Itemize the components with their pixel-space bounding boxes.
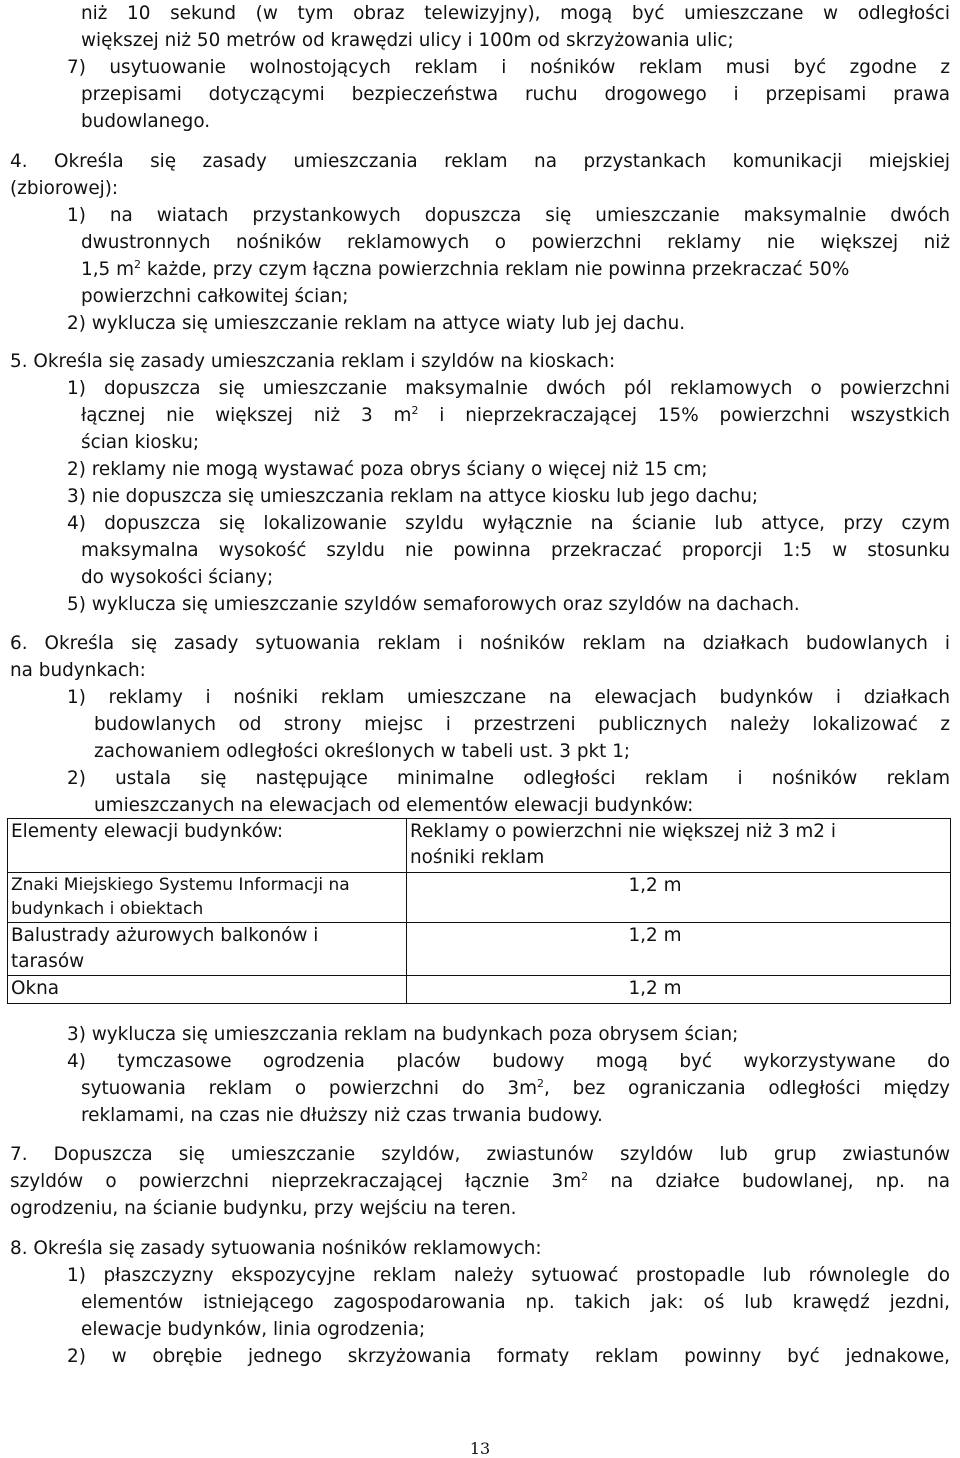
list-item-2: 2) ustala się następujące minimalne odległości reklam i nośników reklam: [67, 768, 950, 789]
list-item-2: 2) wyklucza się umieszczanie reklam na attyce wiaty lub jej dachu.: [67, 313, 686, 334]
text-line: reklamami, na czas nie dłuższy niż czas trwania budowy.: [81, 1105, 603, 1126]
list-item-2: 2) w obrębie jednego skrzyżowania formaty reklam powinny być jednakowe,: [67, 1346, 950, 1367]
list-item-1: 1) płaszczyzny ekspozycyjne reklam należy sytuować prostopadle lub równolegle do: [67, 1265, 950, 1286]
section-6-heading: 6. Określa się zasady sytuowania reklam i nośników reklam na działkach budowlanych i: [10, 633, 950, 654]
text-line: szyldów o powierzchni nieprzekraczającej łącznie $3m^2$ na działce budowlanej, np. na: [10, 1169, 950, 1192]
text-line: (zbiorowej):: [10, 178, 119, 199]
section-7-heading: 7. Dopuszcza się umieszczanie szyldów, zwiastunów szyldów lub grup zwiastunów: [10, 1144, 950, 1165]
text-line: 1,5 $m^2$ każde, przy czym łączna powierzchnia reklam nie powinna przekraczać 50%: [81, 257, 850, 280]
text-line: powierzchni całkowitej ścian;: [81, 286, 349, 307]
text-line: większej niż 50 metrów od krawędzi ulicy i 100m od skrzyżowania ulic;: [81, 30, 734, 51]
list-item-1: 1) dopuszcza się umieszczanie maksymalnie dwóch pól reklamowych o powierzchni: [67, 378, 950, 399]
text-line: niż 10 sekund (w tym obraz telewizyjny), mogą być umieszczane w odległości: [81, 3, 950, 24]
text-line: do wysokości ściany;: [81, 567, 274, 588]
section-5-heading: 5. Określa się zasady umieszczania reklam i szyldów na kioskach:: [10, 351, 616, 372]
table-cell: 1,2 m: [407, 976, 951, 1004]
text-line: przepisami dotyczącymi bezpieczeństwa ruchu drogowego i przepisami prawa: [81, 84, 950, 105]
text-line: ścian kiosku;: [81, 432, 200, 453]
list-item-1: 1) reklamy i nośniki reklam umieszczane na elewacjach budynków i działkach: [67, 687, 950, 708]
table-row: [8, 976, 951, 1004]
table-row: [8, 923, 951, 976]
table-cell: Znaki Miejskiego Systemu Informacji na budynkach i obiektach: [8, 873, 407, 923]
text-line: budowlanych od strony miejsc i przestrzeni publicznych należy lokalizować z: [94, 714, 950, 735]
table-header-cell: Reklamy o powierzchni nie większej niż 3 m2 i nośniki reklam: [407, 819, 951, 873]
list-item-7: 7) usytuowanie wolnostojących reklam i nośników reklam musi być zgodne z: [67, 57, 950, 78]
text-line: sytuowania reklam o powierzchni do $3m^2$, bez ograniczania odległości między: [81, 1076, 950, 1099]
list-item-1: 1) na wiatach przystankowych dopuszcza się umieszczanie maksymalnie dwóch: [67, 205, 950, 226]
text-line: umieszczanych na elewacjach od elementów elewacji budynków:: [94, 795, 694, 816]
list-item-4: 4) dopuszcza się lokalizowanie szyldu wyłącznie na ścianie lub attyce, przy czym: [67, 513, 950, 534]
text-line: maksymalna wysokość szyldu nie powinna przekraczać proporcji 1:5 w stosunku: [81, 540, 950, 561]
list-item-3: 3) wyklucza się umieszczania reklam na budynkach poza obrysem ścian;: [67, 1024, 739, 1045]
table-cell: 1,2 m: [407, 923, 951, 976]
text-line: na budynkach:: [10, 660, 146, 681]
text-line: elementów istniejącego zagospodarowania np. takich jak: oś lub krawędź jezdni,: [81, 1292, 950, 1313]
text-line: budowlanego.: [81, 111, 211, 132]
section-8-heading: 8. Określa się zasady sytuowania nośników reklamowych:: [10, 1238, 542, 1259]
page-number: 13: [469, 1439, 491, 1458]
text-line: zachowaniem odległości określonych w tabeli ust. 3 pkt 1;: [94, 741, 631, 762]
list-item-5: 5) wyklucza się umieszczanie szyldów semaforowych oraz szyldów na dachach.: [67, 594, 800, 615]
table-row: [8, 873, 951, 923]
text-line: ogrodzeniu, na ścianie budynku, przy wejściu na teren.: [10, 1198, 517, 1219]
table-header-cell: Elementy elewacji budynków:: [8, 819, 407, 873]
list-item-2: 2) reklamy nie mogą wystawać poza obrys ściany o więcej niż 15 cm;: [67, 459, 708, 480]
text-line: dwustronnych nośników reklamowych o powierzchni reklamy nie większej niż: [81, 232, 950, 253]
table-header-row: [8, 819, 951, 873]
table-cell: Balustrady ażurowych balkonów i tarasów: [8, 923, 407, 976]
list-item-3: 3) nie dopuszcza się umieszczania reklam na attyce kiosku lub jego dachu;: [67, 486, 759, 507]
table-cell: Okna: [8, 976, 407, 1004]
text-line: łącznej nie większej niż 3 $m^2$ i nieprzekraczającej 15% powierzchni wszystkich: [81, 403, 950, 426]
table-cell: 1,2 m: [407, 873, 951, 923]
section-4-heading: 4. Określa się zasady umieszczania reklam na przystankach komunikacji miejskiej: [10, 151, 950, 172]
distances-table: [7, 818, 951, 1004]
text-line: elewacje budynków, linia ogrodzenia;: [81, 1319, 426, 1340]
list-item-4: 4) tymczasowe ogrodzenia placów budowy mogą być wykorzystywane do: [67, 1051, 950, 1072]
